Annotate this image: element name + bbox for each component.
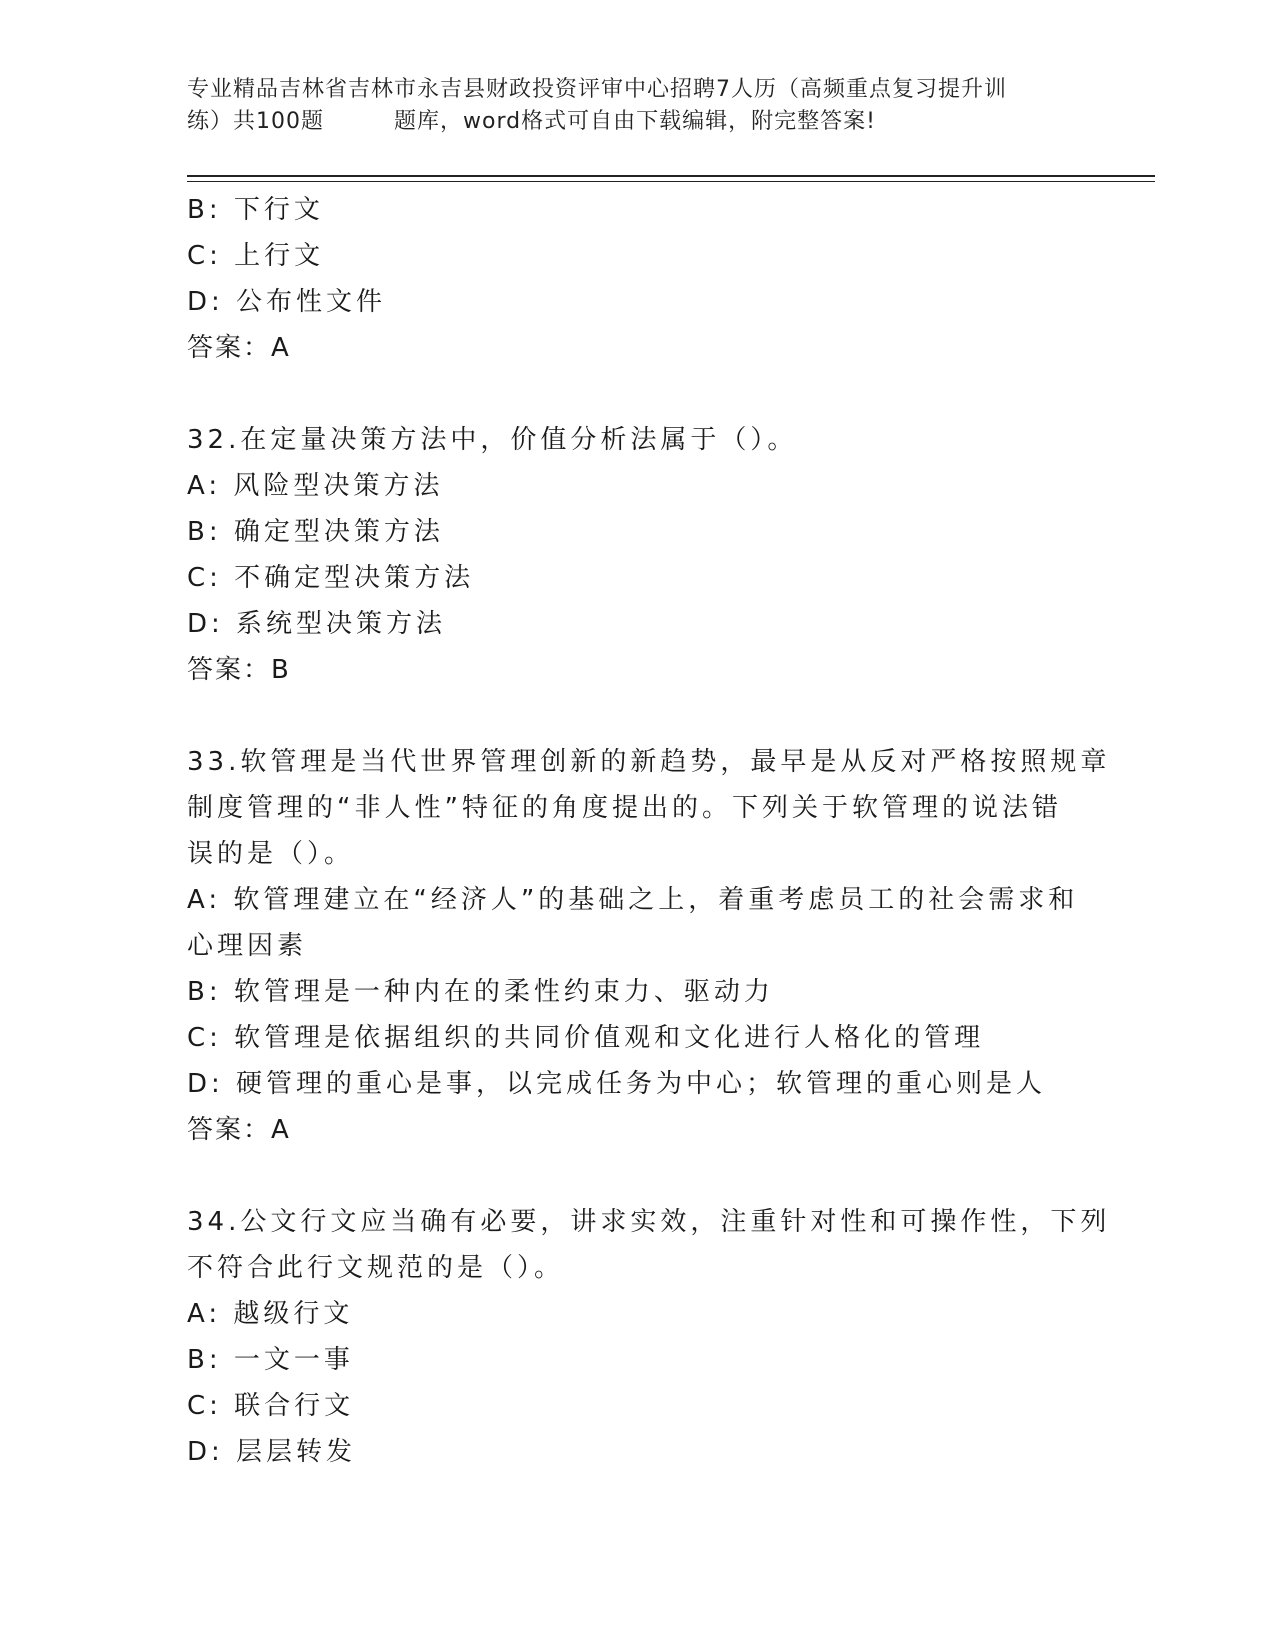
option-c: C: 不确定型决策方法 — [187, 563, 475, 593]
option-b: B: 一文一事 — [187, 1345, 354, 1375]
question-33 — [187, 739, 1111, 1153]
document-header — [187, 74, 1097, 138]
header-divider-thick — [187, 175, 1155, 177]
header-line-2 — [187, 106, 1097, 138]
question-stem: 32.在定量决策方法中，价值分析法属于（）。 — [187, 425, 798, 455]
question-content — [187, 187, 1111, 1475]
question-stem-line-2: 制度管理的“非人性”特征的角度提出的。下列关于软管理的说法错 — [187, 793, 1062, 823]
question-31-tail — [187, 187, 1087, 371]
question-32 — [187, 417, 1087, 693]
option-c: C: 上行文 — [187, 241, 325, 271]
header-line-2-part-a: 练）共100题 — [187, 109, 324, 134]
option-a: A: 风险型决策方法 — [187, 471, 444, 501]
question-stem-line-3: 误的是（）。 — [187, 839, 355, 869]
option-c: C: 联合行文 — [187, 1391, 355, 1421]
option-d: D: 公布性文件 — [187, 287, 387, 317]
option-b: B: 确定型决策方法 — [187, 517, 444, 547]
option-b: B: 下行文 — [187, 195, 324, 225]
header-divider-thin — [187, 181, 1155, 182]
header-line-2-part-b: 题库，word格式可自由下载编辑，附完整答案! — [394, 109, 876, 134]
answer-line: 答案：A — [187, 333, 291, 363]
question-34 — [187, 1199, 1111, 1475]
question-stem-line-1: 34.公文行文应当确有必要，讲求实效，注重针对性和可操作性，下列 — [187, 1207, 1111, 1237]
option-b: B: 软管理是一种内在的柔性约束力、驱动力 — [187, 977, 774, 1007]
answer-line: 答案：B — [187, 655, 291, 685]
option-a: A: 越级行文 — [187, 1299, 354, 1329]
header-line-1: 专业精品吉林省吉林市永吉县财政投资评审中心招聘7人历（高频重点复习提升训 — [187, 77, 1007, 102]
option-d: D: 系统型决策方法 — [187, 609, 447, 639]
option-d: D: 硬管理的重心是事，以完成任务为中心；软管理的重心则是人 — [187, 1069, 1047, 1099]
option-d: D: 层层转发 — [187, 1437, 357, 1467]
question-stem-line-2: 不符合此行文规范的是（）。 — [187, 1253, 565, 1283]
option-a-line-2: 心理因素 — [187, 931, 308, 961]
question-stem-line-1: 33.软管理是当代世界管理创新的新趋势，最早是从反对严格按照规章 — [187, 747, 1111, 777]
answer-line: 答案：A — [187, 1115, 291, 1145]
option-c: C: 软管理是依据组织的共同价值观和文化进行人格化的管理 — [187, 1023, 985, 1053]
option-a-line-1: A: 软管理建立在“经济人”的基础之上，着重考虑员工的社会需求和 — [187, 885, 1079, 915]
